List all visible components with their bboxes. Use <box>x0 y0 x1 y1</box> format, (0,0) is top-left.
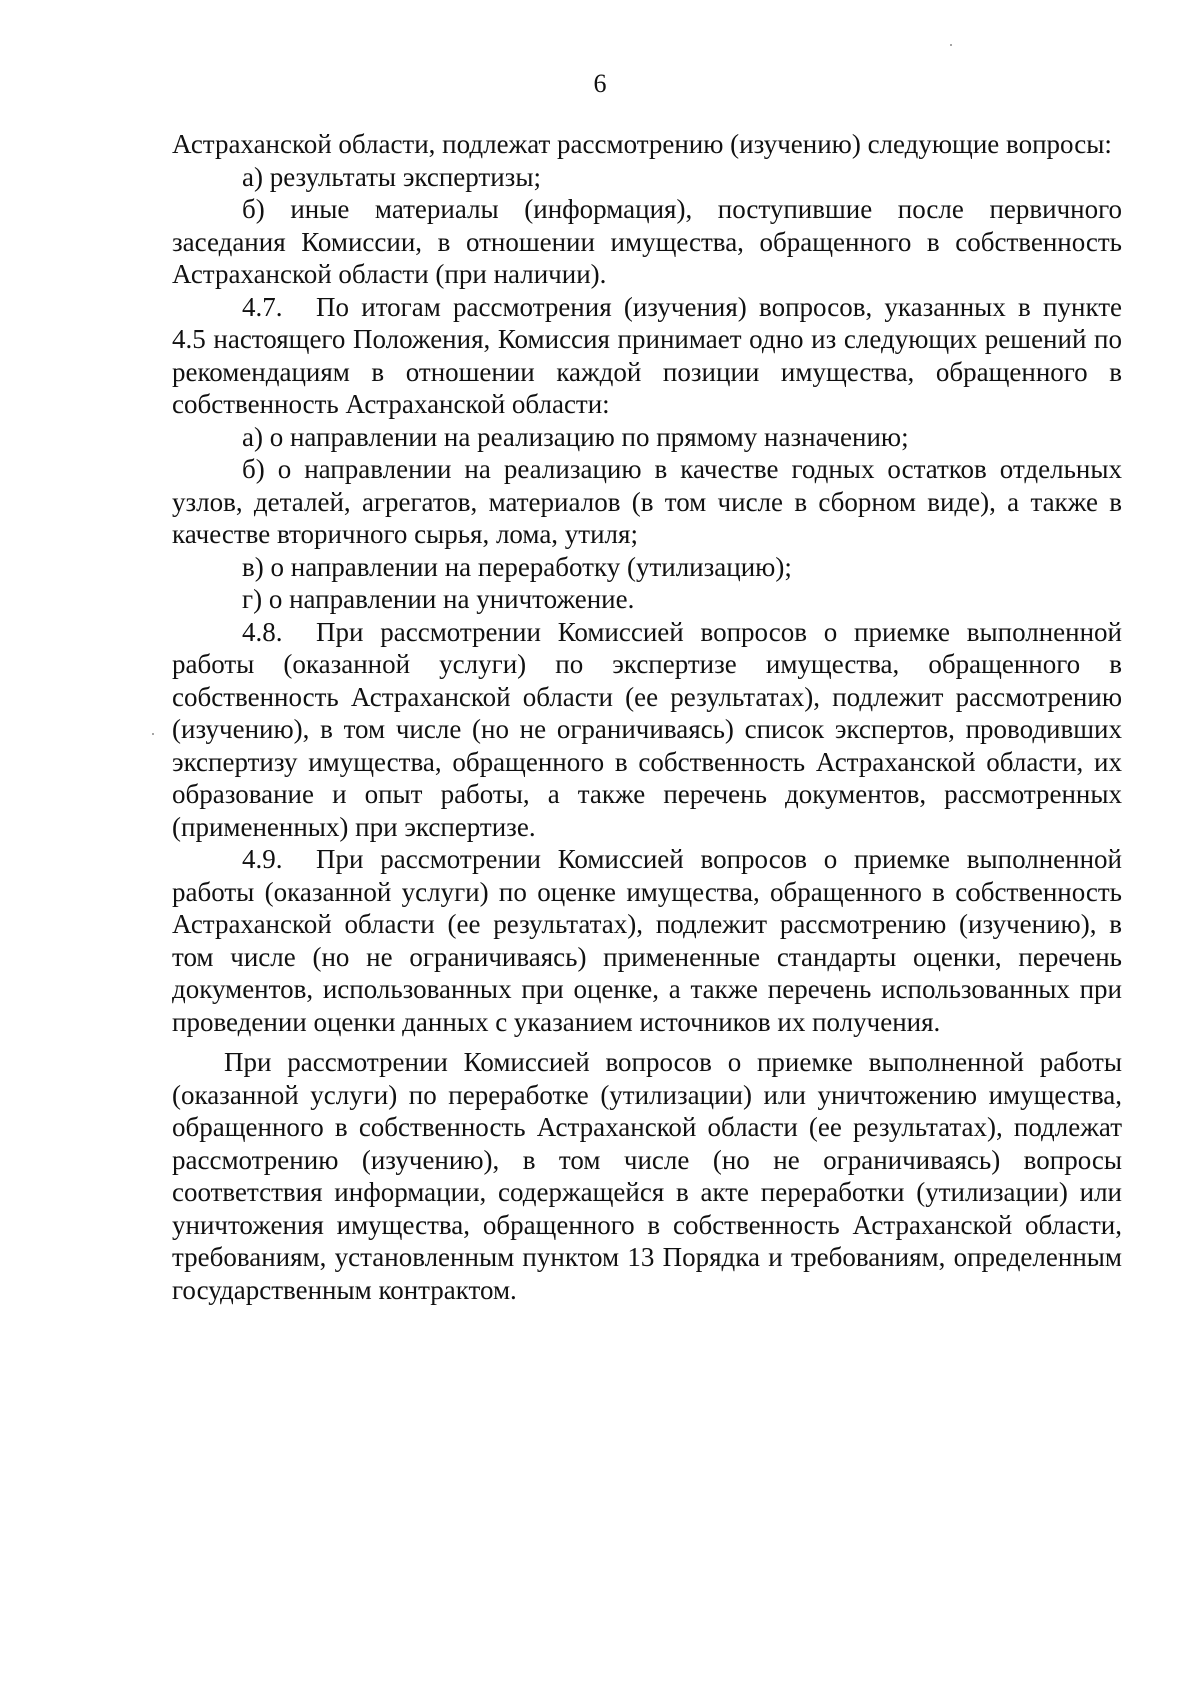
decision-item-a: а) о направлении на реализацию по прямому назначению; <box>242 421 909 452</box>
paragraph-continuation: Астраханской области, подлежат рассмотрению (изучению) следующие вопросы: <box>172 129 1112 159</box>
clause-text: При рассмотрении Комиссией вопросов о приемке выполненной работы (оказанной услуги) по оценке имущества, обращенного в собственность Астраханской области (ее результатах), подлежит рассмотрению (изучению), в том числе (но не ограничиваясь) примененные стандарты оценки, перечень документов, использованных при оценке, а также перечень использованных при проведении оценки данных с указанием источников их получения. <box>172 844 1122 1037</box>
clause-text: При рассмотрении Комиссией вопросов о приемке выполненной работы (оказанной услуги) по экспертизе имущества, обращенного в собственность Астраханской области (ее результатах), подлежит рассмотрению (изучению), в том числе (но не ограничиваясь) список экспертов, проводивших экспертизу имущества, обращенного в собственность Астраханской области, их образование и опыт работы, а также перечень документов, рассмотренных (примененных) при экспертизе. <box>172 616 1122 842</box>
page-number: 6 <box>593 69 607 98</box>
scan-artifact-dot <box>152 733 154 735</box>
paragraph-utilization: При рассмотрении Комиссией вопросов о приемке выполненной работы (оказанной услуги) по переработке (утилизации) или уничтожению имущества, обращенного в собственность Астраханской области (ее результатах), подлежат рассмотрению (изучению), в том числе (но не ограничиваясь) вопросы соответствия информации, содержащейся в акте переработки (утилизации) или уничтожения имущества, обращенного в собственность Астраханской области, требованиям, установленным пунктом 13 Порядка и требованиям, определенным государственным контрактом. <box>172 1047 1122 1305</box>
clause-4-8 <box>172 616 1122 844</box>
clause-4-7 <box>172 291 1122 421</box>
decision-item-c: в) о направлении на переработку (утилизацию); <box>242 551 792 582</box>
list-item-a-results: а) результаты экспертизы; <box>242 161 541 192</box>
clause-4-9 <box>172 843 1122 1038</box>
clause-text: По итогам рассмотрения (изучения) вопросов, указанных в пункте 4.5 настоящего Положения, Комиссия принимает одно из следующих решений по рекомендациям в отношении каждой позиции имущества, обращенного в собственность Астраханской области: <box>172 291 1122 419</box>
document-body <box>172 128 1122 1306</box>
decision-item-d: г) о направлении на уничтожение. <box>242 584 635 614</box>
list-item-b-materials: б) иные материалы (информация), поступившие после первичного заседания Комиссии, в отношении имущества, обращенного в собственность Астраханской области (при наличии). <box>172 194 1122 289</box>
scan-artifact-dot <box>950 44 952 46</box>
clause-number: 4.9. <box>242 844 283 874</box>
decision-item-b: б) о направлении на реализацию в качестве годных остатков отдельных узлов, деталей, агрегатов, материалов (в том числе в сборном виде), а также в качестве вторичного сырья, лома, утиля; <box>172 454 1122 549</box>
clause-number: 4.8. <box>242 616 283 647</box>
clause-number: 4.7. <box>242 291 283 322</box>
